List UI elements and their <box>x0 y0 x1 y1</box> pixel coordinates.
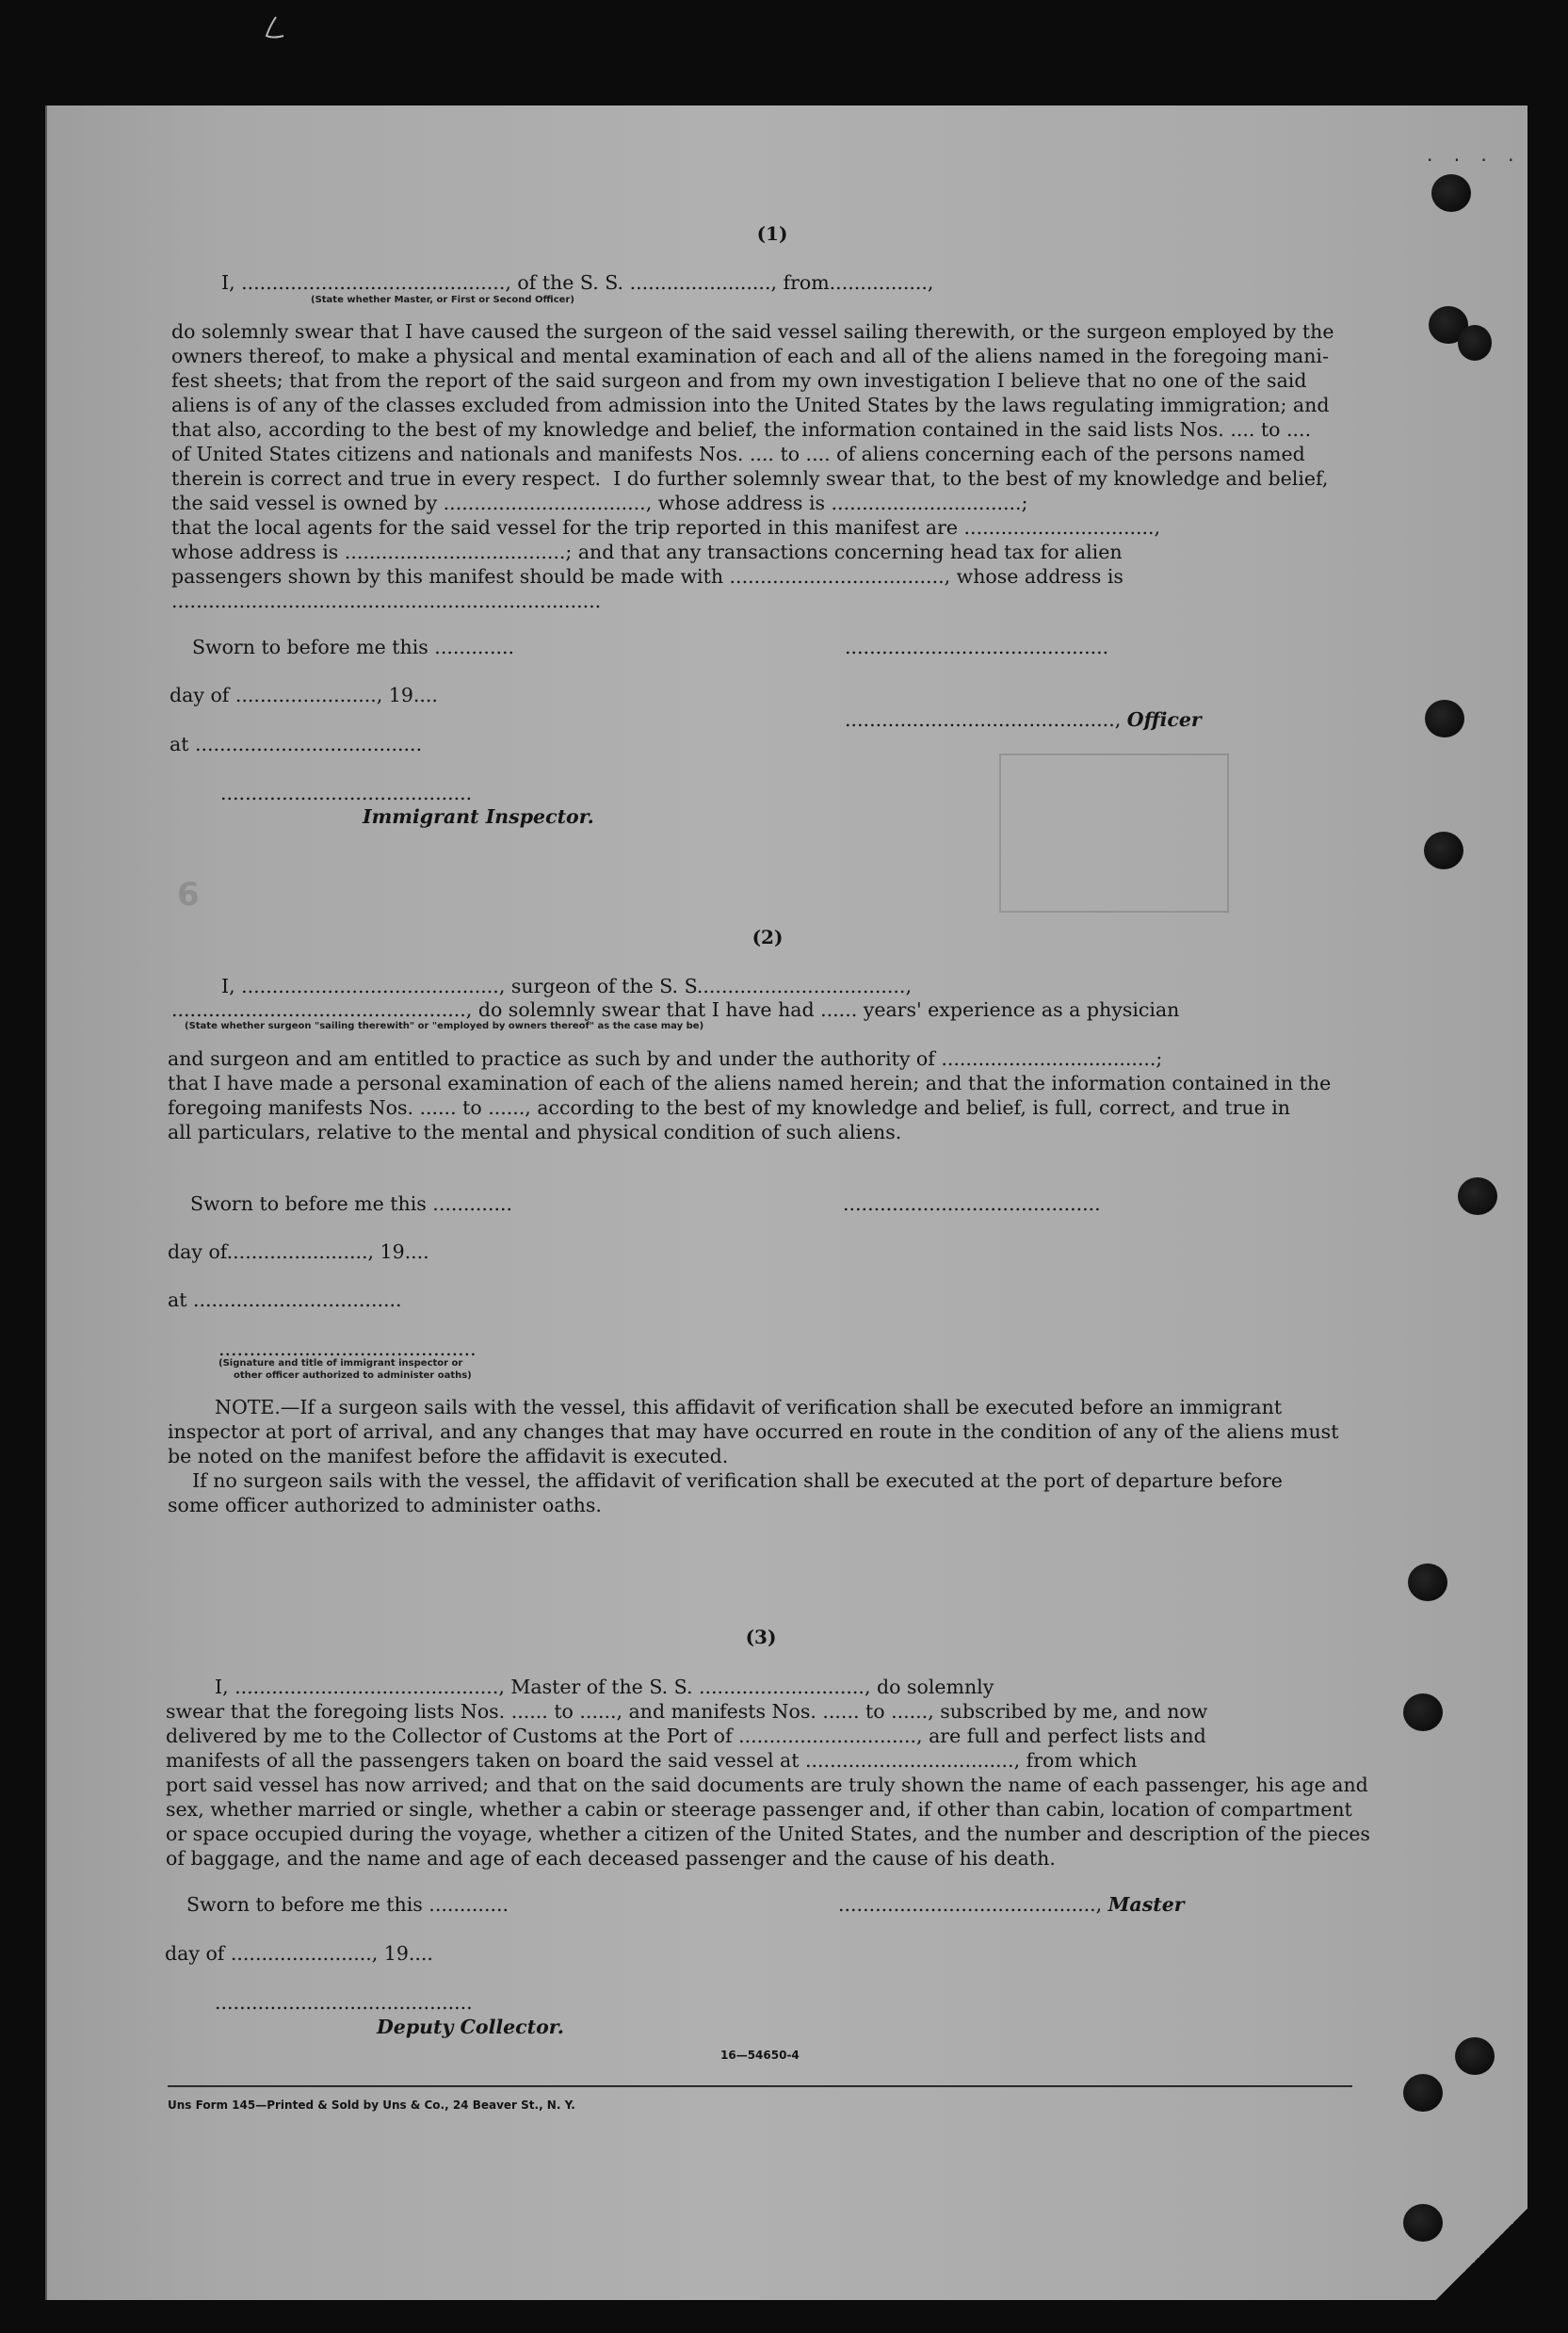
body-line: that also, according to the best of my knowledge and belief, the information contained in the said lists Nos. .... to .... <box>171 418 1312 441</box>
footer-imprint: Uns Form 145—Printed & Sold by Uns & Co., 24 Beaver St., N. Y. <box>168 2098 575 2112</box>
punch-hole <box>1424 832 1463 869</box>
punch-hole <box>1403 2204 1443 2242</box>
section-2-day: day of......................., 19.... <box>168 1240 429 1263</box>
punch-hole <box>1431 174 1471 212</box>
body-line: the said vessel is owned by ................................., whose address is ...............................; <box>171 492 1028 514</box>
section-1-sworn: Sworn to before me this ............. <box>192 636 515 658</box>
body-line: of baggage, and the name and age of each deceased passenger and the cause of his death. <box>166 1847 1056 1870</box>
section-2-sig-note1: (Signature and title of immigrant inspector or <box>218 1358 463 1369</box>
body-line: foregoing manifests Nos. ...... to ......, according to the best of my knowledge and belief, is full, correct, and true in <box>168 1096 1290 1119</box>
section-1-sig-line: ........................................... <box>845 636 1109 658</box>
body-line: therein is correct and true in every respect. I do further solemnly swear that, to the best of my knowledge and belief, <box>171 467 1329 490</box>
section-2-sworn: Sworn to before me this ............. <box>190 1192 513 1215</box>
section-1-day: day of ......................., 19.... <box>170 684 438 706</box>
punch-hole <box>1458 1177 1497 1215</box>
body-line: I, ..........................................., Master of the S. S. ..........................., do solemnly <box>215 1676 994 1698</box>
master-dots: .........................................., <box>838 1893 1108 1916</box>
section-2-line2: ................................................, do solemnly swear that I have had ...... years' experience as a physician <box>171 998 1180 1021</box>
section-2-sig-line: .......................................... <box>843 1192 1101 1215</box>
body-line: that I have made a personal examination of each of the aliens named herein; and that the information contained in the <box>168 1072 1332 1094</box>
section-1-inspector-dots: ......................................... <box>220 782 473 804</box>
punch-hole <box>1403 2074 1443 2112</box>
punch-hole <box>1403 1693 1443 1731</box>
section-2-number: (2) <box>752 926 784 948</box>
punch-hole <box>1458 325 1492 361</box>
section-1-at: at ..................................... <box>170 733 423 755</box>
body-line: aliens is of any of the classes excluded from admission into the United States by the laws regulating immigration; and <box>171 394 1330 416</box>
body-line: manifests of all the passengers taken on board the said vessel at .................................., from which <box>166 1749 1138 1772</box>
form-code: 16—54650-4 <box>720 2049 800 2062</box>
body-line: of United States citizens and nationals and manifests Nos. .... to .... of aliens concerning each of the persons named <box>171 443 1305 465</box>
punch-hole <box>1408 1563 1447 1601</box>
body-line: that the local agents for the said vessel for the trip reported in this manifest are ..............................., <box>171 516 1161 539</box>
note-line: some officer authorized to administer oaths. <box>168 1494 602 1516</box>
body-line: and surgeon and am entitled to practice as such by and under the authority of ...................................; <box>168 1047 1163 1070</box>
section-3-day: day of ......................., 19.... <box>165 1942 433 1965</box>
master-label: Master <box>1107 1893 1185 1916</box>
section-2-line1: I, .........................................., surgeon of the S. S.................................., <box>221 975 912 997</box>
section-3-sworn: Sworn to before me this ............. <box>186 1893 509 1916</box>
corner-marks: . . . . <box>1427 143 1522 166</box>
page-fold <box>1398 2173 1568 2333</box>
body-line: whose address is ....................................; and that any transactions concerning head tax for alien <box>171 541 1123 563</box>
section-2-sig-note2: other officer authorized to administer oaths) <box>234 1370 472 1381</box>
body-line: delivered by me to the Collector of Customs at the Port of ............................., are full and perfect lists and <box>166 1725 1206 1747</box>
body-line: all particulars, relative to the mental and physical condition of such aliens. <box>168 1121 902 1143</box>
body-line: fest sheets; that from the report of the said surgeon and from my own investigation I believe that no one of the said <box>171 369 1307 392</box>
section-2-sig-dots: .......................................... <box>218 1337 477 1360</box>
officer-label: Officer <box>1126 708 1202 731</box>
body-line: or space occupied during the voyage, whether a citizen of the United States, and the number and description of the pieces <box>166 1823 1370 1845</box>
punch-hole <box>1425 700 1464 737</box>
section-2-note: (State whether surgeon "sailing therewith" or "employed by owners thereof" as the case may be) <box>185 1021 704 1031</box>
officer-dots: ............................................, <box>845 708 1127 731</box>
section-3-collector-dots: .......................................... <box>215 1991 473 2014</box>
section-3-number: (3) <box>745 1626 777 1648</box>
section-2-at: at .................................. <box>168 1288 402 1311</box>
body-line: passengers shown by this manifest should be made with ..................................., whose address is <box>171 565 1123 588</box>
section-1-number: (1) <box>756 222 788 245</box>
body-line: ...................................................................... <box>171 590 602 612</box>
ghost-mark: 6 <box>177 876 200 914</box>
section-1-officer-line <box>845 708 1202 731</box>
body-line: port said vessel has now arrived; and that on the said documents are truly shown the name of each passenger, his age and <box>166 1774 1368 1796</box>
section-3-master-line <box>838 1893 1185 1916</box>
section-1-note: (State whether Master, or First or Second Officer) <box>311 295 574 305</box>
note-line: If no surgeon sails with the vessel, the affidavit of verification shall be executed at the port of departure before <box>168 1469 1283 1492</box>
section-1-line1: I, ..........................................., of the S. S. ......................., from................, <box>221 271 934 294</box>
body-line: swear that the foregoing lists Nos. ...... to ......, and manifests Nos. ...... to ......, subscribed by me, and now <box>166 1700 1208 1723</box>
section-3-collector-label: Deputy Collector. <box>377 2016 564 2038</box>
body-line: sex, whether married or single, whether a cabin or steerage passenger and, if other than cabin, location of compartment <box>166 1798 1352 1821</box>
faded-stamp <box>999 753 1229 913</box>
punch-hole <box>1455 2037 1495 2075</box>
pen-mark <box>259 13 287 51</box>
note-line: NOTE.—If a surgeon sails with the vessel, this affidavit of verification shall be executed before an immigrant <box>215 1396 1283 1418</box>
note-line: inspector at port of arrival, and any changes that may have occurred en route in the condition of any of the aliens must <box>168 1420 1339 1443</box>
footer-rule <box>168 2085 1352 2087</box>
section-1-inspector-label: Immigrant Inspector. <box>363 805 594 828</box>
body-line: do solemnly swear that I have caused the surgeon of the said vessel sailing therewith, or the surgeon employed by the <box>171 320 1334 343</box>
body-line: owners thereof, to make a physical and mental examination of each and all of the aliens named in the foregoing mani- <box>171 345 1329 367</box>
note-line: be noted on the manifest before the affidavit is executed. <box>168 1445 729 1467</box>
